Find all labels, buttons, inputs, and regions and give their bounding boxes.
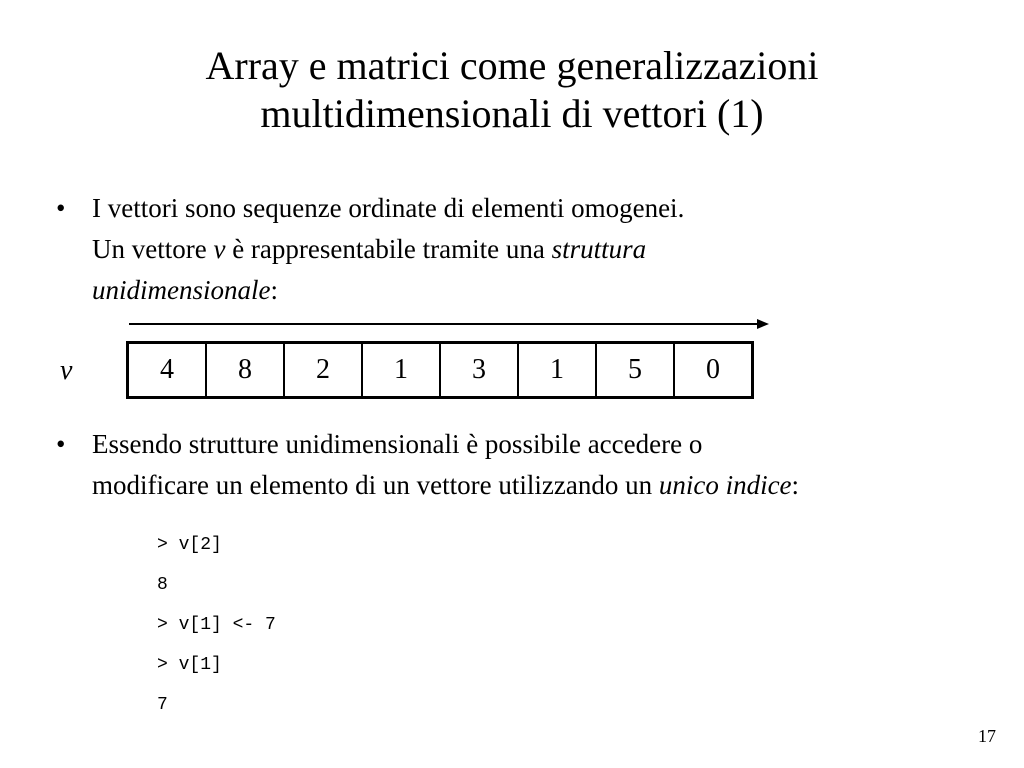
bullet2-line-1: Essendo strutture unidimensionali è possibile accedere o [92, 429, 703, 459]
vector-cell: 2 [285, 344, 363, 396]
vector-cell: 0 [706, 354, 720, 385]
bullet-marker: • [56, 429, 66, 459]
bullet-vectors-definition [56, 188, 956, 311]
vector-label: v [60, 355, 73, 386]
vector-cell: 3 [441, 344, 519, 396]
bullet2-line-2-pre: modificare un elemento di un vettore utilizzando un [92, 470, 659, 500]
emphasis-unidimensionale: unidimensionale [92, 275, 271, 305]
vector-variable: v [213, 234, 226, 264]
vector-cell: 8 [207, 344, 285, 396]
bullet2-line-2-post: : [791, 470, 800, 500]
bullet2-line-2 [92, 465, 1006, 506]
bullet1-line-3 [92, 270, 956, 311]
direction-arrow-icon [129, 317, 769, 331]
bullet-text [92, 424, 1006, 506]
bullet1-line-1: I vettori sono sequenze ordinate di elementi omogenei. [92, 193, 685, 223]
bullet-text [92, 188, 956, 311]
code-line: > v[2] [157, 535, 222, 555]
vector-cell: 5 [597, 344, 675, 396]
code-example [157, 525, 276, 725]
code-line: > v[1] [157, 655, 222, 675]
bullet-marker: • [56, 193, 66, 223]
vector-cell: 4 [129, 344, 207, 396]
vector-cell: 1 [519, 344, 597, 396]
bullet1-line-2 [92, 229, 956, 270]
code-line: 8 [157, 575, 168, 595]
vector-cell: 1 [363, 344, 441, 396]
emphasis-unico-indice: unico indice [658, 470, 792, 500]
vector-diagram [126, 341, 754, 399]
bullet1-line-2-pre: Un vettore [92, 234, 214, 264]
slide-title [0, 42, 1024, 138]
emphasis-struttura: struttura [551, 234, 647, 264]
code-line: 7 [157, 695, 168, 715]
bullet-single-index-access [56, 424, 1006, 506]
bullet1-line-2-mid: è rappresentabile tramite una [225, 234, 552, 264]
page-number: 17 [978, 726, 996, 746]
title-line-1: Array e matrici come generalizzazioni [205, 43, 819, 88]
title-line-2: multidimensionali di vettori (1) [260, 91, 764, 136]
code-line: > v[1] <- 7 [157, 615, 276, 635]
bullet1-line-3-post: : [270, 275, 278, 305]
